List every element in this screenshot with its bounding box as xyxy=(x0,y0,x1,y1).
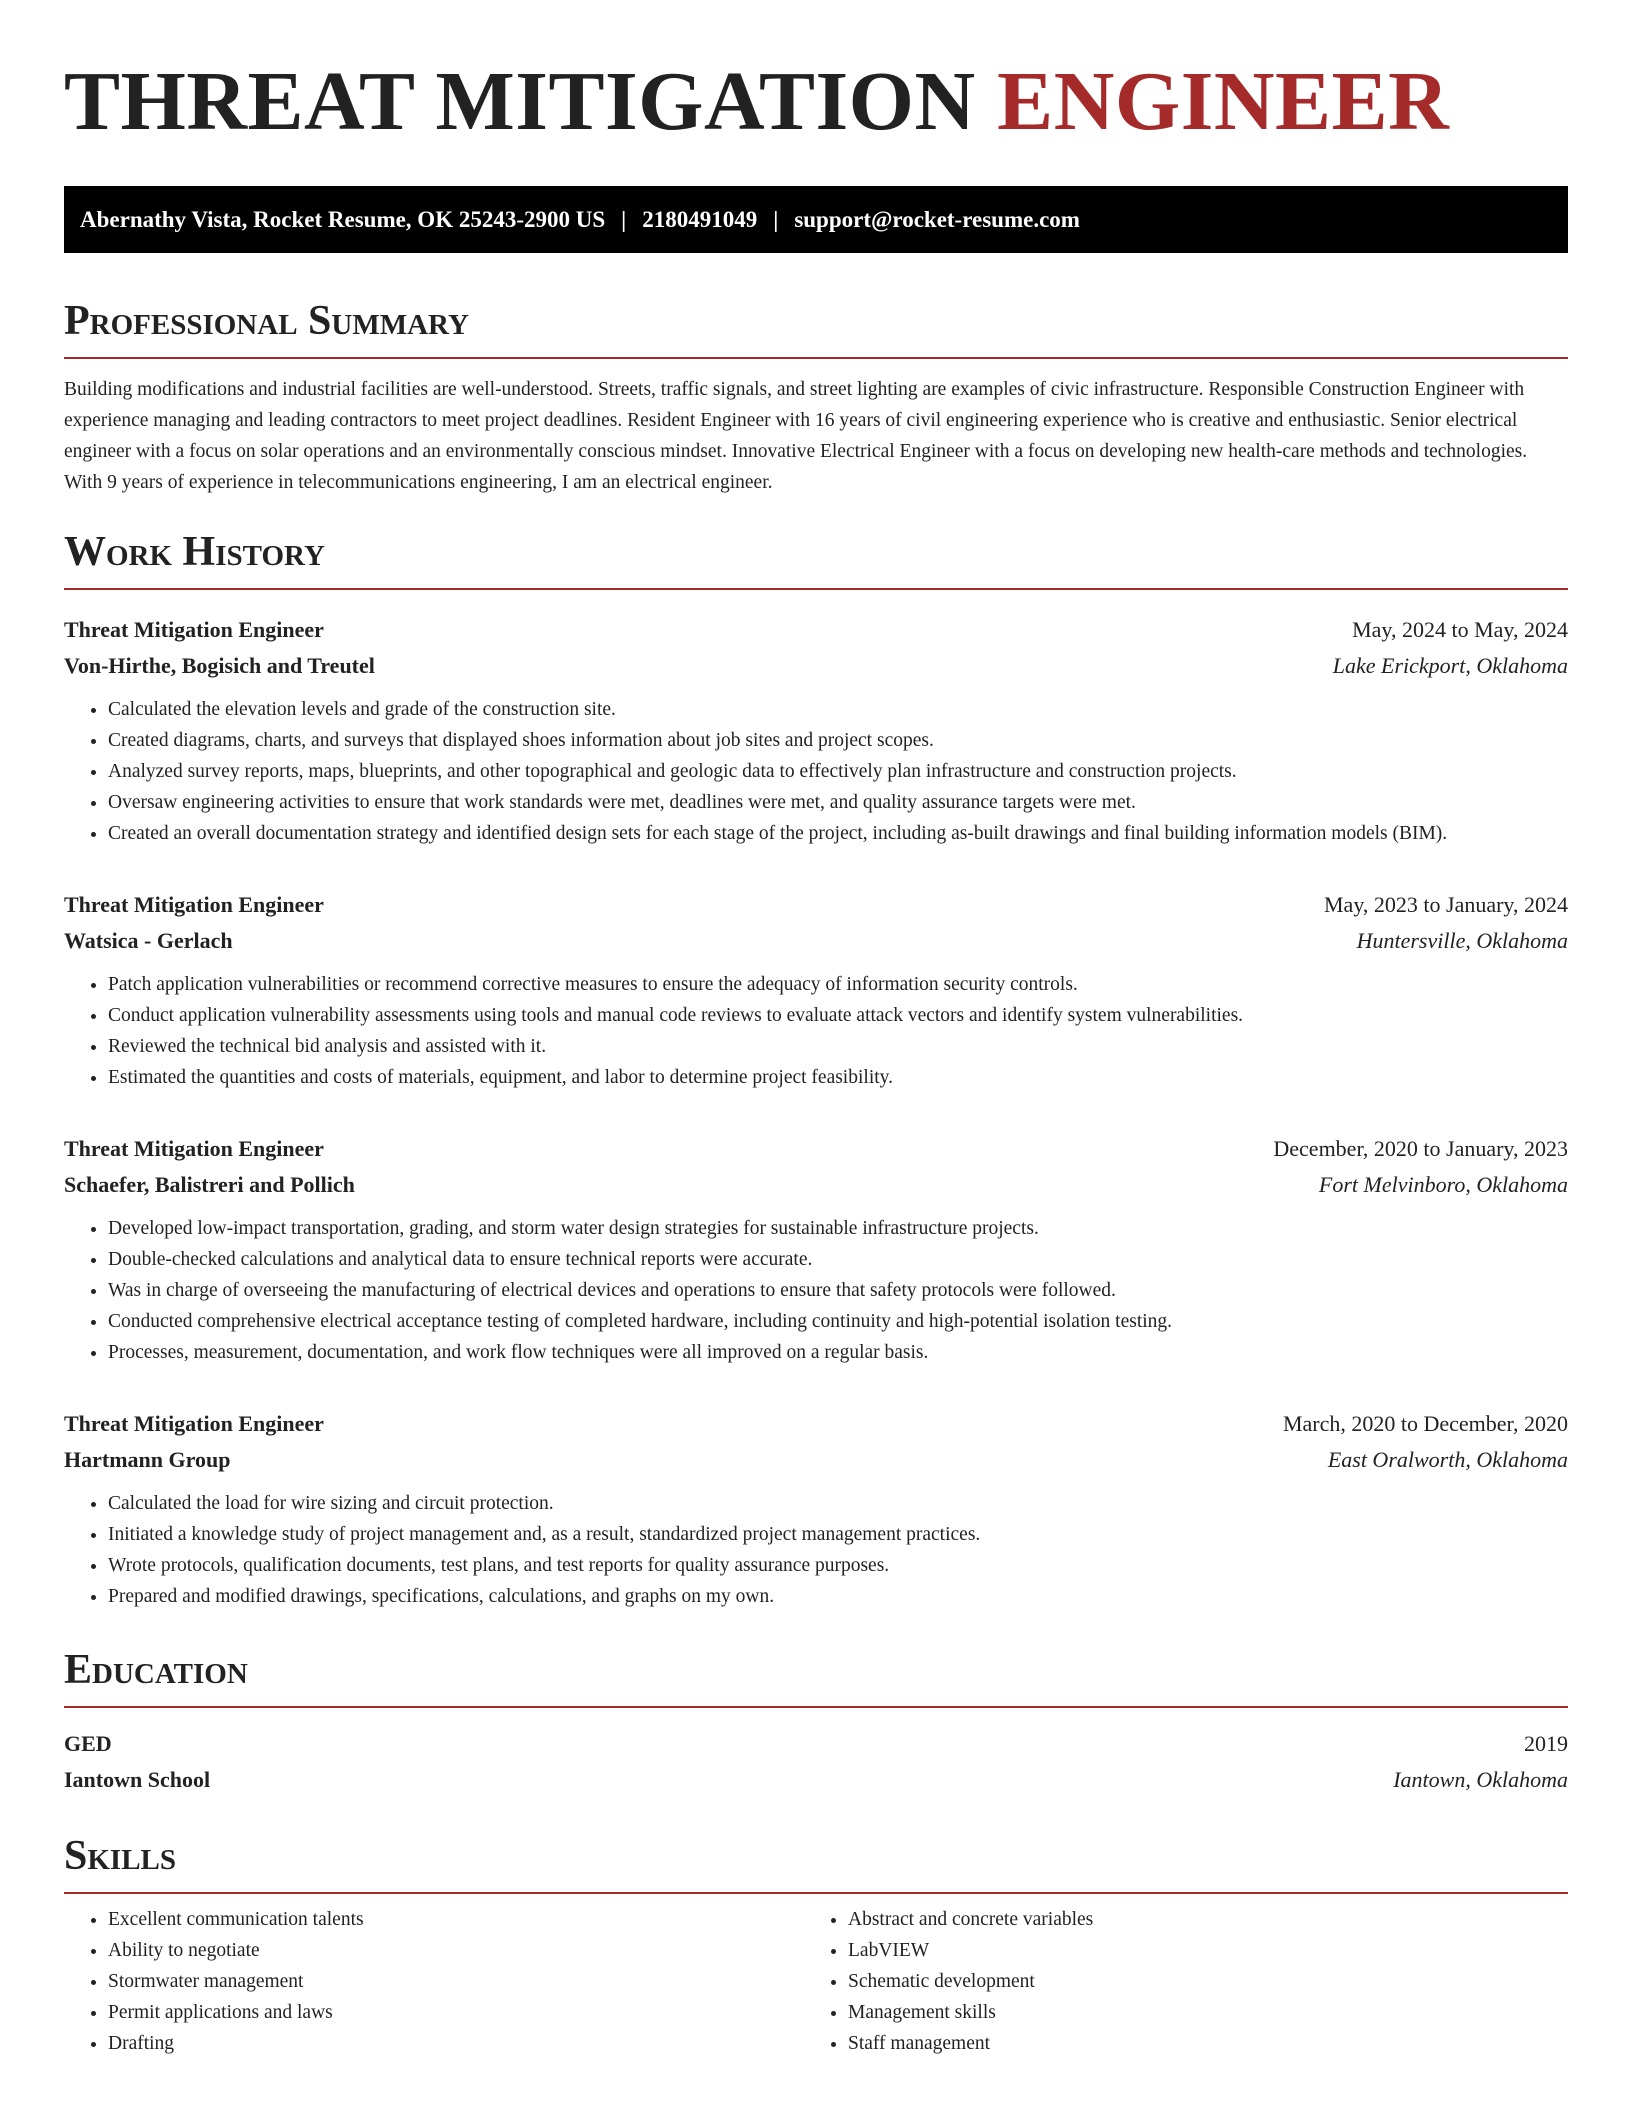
resume-title xyxy=(64,54,1568,150)
education-school: Iantown School xyxy=(64,1767,211,1792)
job-bullet: • Conducted comprehensive electrical acceptance testing of completed hardware, including continuity and high-potential isolation testing. xyxy=(108,1306,1568,1337)
job-bullet: • Created diagrams, charts, and surveys that displayed shoes information about job sites and project scopes. xyxy=(108,725,1568,756)
skill-item: • LabVIEW xyxy=(848,1935,1544,1966)
job-bullet: • Wrote protocols, qualification documents, test plans, and test reports for quality assurance purposes. xyxy=(108,1550,1568,1581)
job-dates: May, 2023 to January, 2024 xyxy=(1324,892,1568,917)
job-company: Watsica - Gerlach xyxy=(64,928,233,953)
job-bullet: • Calculated the elevation levels and grade of the construction site. xyxy=(108,694,1568,725)
job-bullet: • Initiated a knowledge study of project management and, as a result, standardized project management practices. xyxy=(108,1519,1568,1550)
job-bullet: • Processes, measurement, documentation, and work flow techniques were all improved on a regular basis. xyxy=(108,1337,1568,1368)
work-history-heading: Work History xyxy=(64,529,325,575)
job-entry xyxy=(64,887,1568,1093)
job-title: Threat Mitigation Engineer xyxy=(64,1411,324,1436)
job-dates: December, 2020 to January, 2023 xyxy=(1273,1136,1568,1161)
contact-separator: | xyxy=(621,206,627,232)
job-header-row xyxy=(64,1131,1568,1167)
job-dates: March, 2020 to December, 2020 xyxy=(1282,1411,1568,1436)
job-bullet: • Analyzed survey reports, maps, blueprints, and other topographical and geologic data to effectively plan infrastructure and construction projects. xyxy=(108,756,1568,787)
title-accent: ENGINEER xyxy=(997,55,1450,148)
job-bullets xyxy=(64,969,1568,1093)
contact-email: support@rocket-resume.com xyxy=(794,206,1080,232)
job-bullet: • Developed low-impact transportation, grading, and storm water design strategies for sustainable infrastructure projects. xyxy=(108,1213,1568,1244)
job-location: Lake Erickport, Oklahoma xyxy=(1332,653,1568,678)
job-bullets xyxy=(64,1488,1568,1612)
skills-section xyxy=(64,1830,1568,2059)
job-bullet: • Oversaw engineering activities to ensure that work standards were met, deadlines were met, and quality assurance targets were met. xyxy=(108,787,1568,818)
skill-item: • Drafting xyxy=(108,2028,804,2059)
skills-list xyxy=(804,1904,1544,2059)
education-header-row xyxy=(64,1726,1568,1762)
contact-bar xyxy=(64,186,1568,253)
job-company: Schaefer, Balistreri and Pollich xyxy=(64,1172,355,1197)
summary-text: Building modifications and industrial facilities are well-understood. Streets, traffic signals, and street lighting are examples of civic infrastructure. Responsible Construction Engineer with experience managing and leading contractors to meet project deadlines. Resident Engineer with 16 years of civil engineering experience who is creative and enthusiastic. Senior electrical engineer with a focus on solar operations and an environmentally conscious mindset. Innovative Electrical Engineer with a focus on developing new health-care methods and technologies. With 9 years of experience in telecommunications engineering, I am an electrical engineer. xyxy=(64,379,1528,493)
contact-address: Abernathy Vista, Rocket Resume, OK 25243-2900 US xyxy=(80,206,606,232)
skills-column-left xyxy=(64,1904,804,2059)
skills-heading: Skills xyxy=(64,1833,177,1879)
education-heading: Education xyxy=(64,1647,248,1693)
title-main: THREAT MITIGATION xyxy=(64,55,976,148)
job-bullet: • Was in charge of overseeing the manufacturing of electrical devices and operations to ensure that safety protocols were followed. xyxy=(108,1275,1568,1306)
job-company-row xyxy=(64,923,1568,959)
skill-item: • Ability to negotiate xyxy=(108,1935,804,1966)
job-bullets xyxy=(64,694,1568,849)
job-entry xyxy=(64,1131,1568,1368)
job-company: Hartmann Group xyxy=(64,1447,231,1472)
section-divider xyxy=(64,357,1568,359)
job-bullet: • Double-checked calculations and analytical data to ensure technical reports were accurate. xyxy=(108,1244,1568,1275)
job-header-row xyxy=(64,887,1568,923)
skill-item: • Stormwater management xyxy=(108,1966,804,1997)
job-bullet: • Prepared and modified drawings, specifications, calculations, and graphs on my own. xyxy=(108,1581,1568,1612)
job-header-row xyxy=(64,1406,1568,1442)
job-bullet: • Patch application vulnerabilities or recommend corrective measures to ensure the adequacy of information security controls. xyxy=(108,969,1568,1000)
skill-item: • Management skills xyxy=(848,1997,1544,2028)
contact-phone: 2180491049 xyxy=(642,206,758,232)
job-location: Fort Melvinboro, Oklahoma xyxy=(1318,1172,1568,1197)
job-title: Threat Mitigation Engineer xyxy=(64,892,324,917)
education-section xyxy=(64,1644,1568,1798)
job-bullet: • Calculated the load for wire sizing and circuit protection. xyxy=(108,1488,1568,1519)
education-entry xyxy=(64,1726,1568,1798)
job-entry xyxy=(64,612,1568,849)
job-company: Von-Hirthe, Bogisich and Treutel xyxy=(64,653,375,678)
job-header-row xyxy=(64,612,1568,648)
job-location: Huntersville, Oklahoma xyxy=(1356,928,1568,953)
job-company-row xyxy=(64,1442,1568,1478)
skills-list xyxy=(64,1904,804,2059)
job-bullet: • Conduct application vulnerability assessments using tools and manual code reviews to evaluate attack vectors and identify system vulnerabilities. xyxy=(108,1000,1568,1031)
skill-item: • Permit applications and laws xyxy=(108,1997,804,2028)
skills-column-right xyxy=(804,1904,1544,2059)
skill-item: • Schematic development xyxy=(848,1966,1544,1997)
job-company-row xyxy=(64,648,1568,684)
education-degree: GED xyxy=(64,1731,112,1756)
summary-section xyxy=(64,295,1568,498)
skill-item: • Staff management xyxy=(848,2028,1544,2059)
job-bullet: • Created an overall documentation strategy and identified design sets for each stage of the project, including as-built drawings and final building information models (BIM). xyxy=(108,818,1568,849)
skills-columns xyxy=(64,1904,1568,2059)
section-divider xyxy=(64,1892,1568,1894)
education-location: Iantown, Oklahoma xyxy=(1393,1767,1568,1792)
section-divider xyxy=(64,1706,1568,1708)
job-entry xyxy=(64,1406,1568,1612)
work-history-section xyxy=(64,526,1568,1612)
education-year: 2019 xyxy=(1524,1731,1568,1756)
job-bullet: • Estimated the quantities and costs of materials, equipment, and labor to determine project feasibility. xyxy=(108,1062,1568,1093)
job-company-row xyxy=(64,1167,1568,1203)
job-title: Threat Mitigation Engineer xyxy=(64,1136,324,1161)
job-location: East Oralworth, Oklahoma xyxy=(1327,1447,1568,1472)
contact-separator: | xyxy=(773,206,779,232)
skill-item: • Abstract and concrete variables xyxy=(848,1904,1544,1935)
job-title: Threat Mitigation Engineer xyxy=(64,617,324,642)
job-bullets xyxy=(64,1213,1568,1368)
summary-heading: Professional Summary xyxy=(64,298,469,344)
job-dates: May, 2024 to May, 2024 xyxy=(1352,617,1568,642)
education-school-row xyxy=(64,1762,1568,1798)
job-bullet: • Reviewed the technical bid analysis and assisted with it. xyxy=(108,1031,1568,1062)
skill-item: • Excellent communication talents xyxy=(108,1904,804,1935)
section-divider xyxy=(64,588,1568,590)
